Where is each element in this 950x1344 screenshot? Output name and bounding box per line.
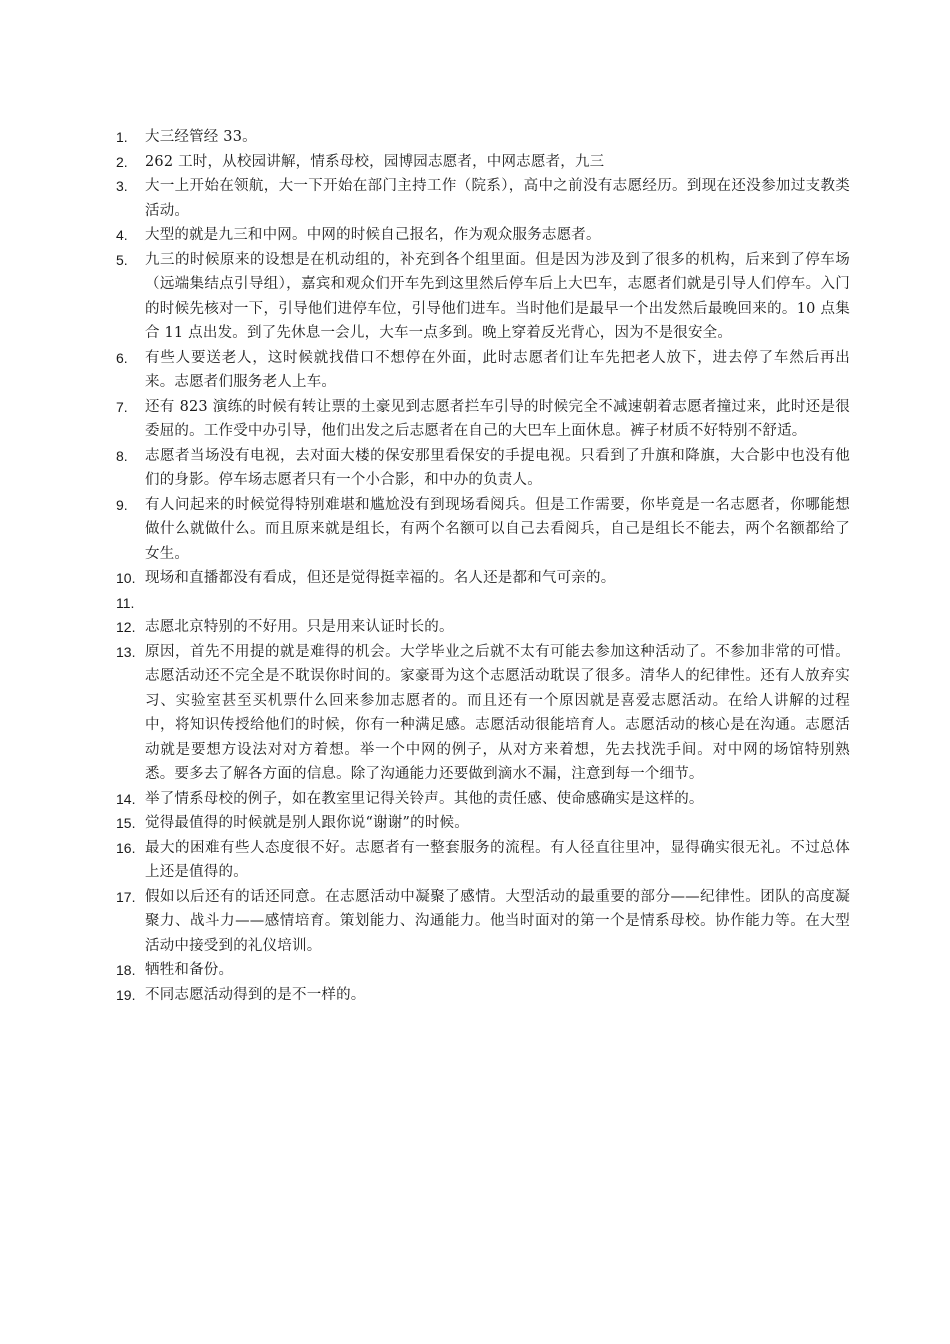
list-item (116, 223, 850, 248)
list-item (116, 248, 850, 346)
list-item-number: 3. (116, 178, 128, 194)
list-item-text (145, 591, 850, 616)
list-item (116, 444, 850, 493)
list-item-number: 15. (116, 815, 136, 831)
list-item-text: 志愿者当场没有电视，去对面大楼的保安那里看保安的手提电视。只看到了升旗和降旗，大合影中也没有他们的身影。停车场志愿者只有一个小合影，和中办的负责人。 (145, 447, 850, 488)
list-item (116, 591, 850, 616)
list-item (116, 811, 850, 836)
list-item-text: 志愿北京特别的不好用。只是用来认证时长的。 (145, 619, 454, 635)
list-item (116, 346, 850, 395)
list-item (116, 395, 850, 444)
list-item (116, 983, 850, 1008)
list-item (116, 885, 850, 959)
list-item-text: 有些人要送老人，这时候就找借口不想停在外面，此时志愿者们让车先把老人放下，进去停了车然后再出来。志愿者们服务老人上车。 (145, 349, 850, 390)
list-item-number: 13. (116, 643, 136, 660)
list-item (116, 174, 850, 223)
list-item-number: 11. (116, 594, 135, 611)
list-item (116, 493, 850, 567)
list-item-number: 7. (116, 398, 128, 415)
list-item (116, 150, 850, 175)
list-item-text: 262 工时，从校园讲解，情系母校，园博园志愿者，中网志愿者，九三 (145, 153, 605, 170)
list-item (116, 836, 850, 885)
list-item-text: 觉得最值得的时候就是别人跟你说“谢谢”的时候。 (145, 815, 469, 831)
list-item-text: 假如以后还有的话还同意。在志愿活动中凝聚了感情。大型活动的最重要的部分——纪律性。团队的高度凝聚力、战斗力——感情培育。策划能力、沟通能力。他当时面对的第一个是情系母校。协作能力等。在大型活动中接受到的礼仪培训。 (145, 888, 850, 954)
list-item-number: 18. (116, 962, 136, 978)
list-item-number: 10. (116, 570, 136, 586)
list-item-number: 12. (116, 619, 136, 635)
list-item-number: 4. (116, 227, 128, 243)
numbered-list (116, 125, 850, 1007)
list-item (116, 640, 850, 787)
list-item-text: 大三经管经 33。 (145, 129, 257, 145)
list-item (116, 125, 850, 150)
list-item-number: 8. (116, 447, 128, 464)
list-item (116, 615, 850, 640)
list-item-text: 还有 823 演练的时候有转让票的土豪见到志愿者拦车引导的时候完全不减速朝着志愿者撞过来，此时还是很委屈的。工作受中办引导，他们出发之后志愿者在自己的大巴车上面休息。裤子材质不好特别不舒适。 (145, 398, 850, 439)
list-item-text: 现场和直播都没有看成，但还是觉得挺幸福的。名人还是都和气可亲的。 (145, 570, 616, 586)
list-item-number: 2. (116, 153, 128, 170)
list-item (116, 958, 850, 983)
list-item-number: 16. (116, 839, 136, 856)
list-item (116, 787, 850, 812)
list-item-number: 14. (116, 790, 136, 807)
list-item-text: 牺牲和备份。 (145, 962, 234, 978)
list-item-number: 1. (116, 129, 128, 145)
list-item-text: 大一上开始在领航，大一下开始在部门主持工作（院系），高中之前没有志愿经历。到现在还没参加过支教类活动。 (145, 178, 850, 219)
list-item-number: 5. (116, 251, 128, 268)
list-item-text: 举了情系母校的例子，如在教室里记得关铃声。其他的责任感、使命感确实是这样的。 (145, 790, 704, 807)
list-item-number: 6. (116, 349, 128, 366)
list-item-number: 19. (116, 986, 136, 1003)
list-item-number: 9. (116, 496, 128, 513)
list-item-text: 最大的困难有些人态度很不好。志愿者有一整套服务的流程。有人径直往里冲，显得确实很无礼。不过总体上还是值得的。 (145, 839, 850, 880)
list-item-text: 大型的就是九三和中网。中网的时候自己报名，作为观众服务志愿者。 (145, 227, 601, 243)
list-item-text: 有人问起来的时候觉得特别难堪和尴尬没有到现场看阅兵。但是工作需要，你毕竟是一名志愿者，你哪能想做什么就做什么。而且原来就是组长，有两个名额可以自己去看阅兵，自己是组长不能去，两个名额都给了女生。 (145, 496, 850, 562)
list-item (116, 566, 850, 591)
list-item-text: 不同志愿活动得到的是不一样的。 (145, 986, 366, 1003)
list-item-text: 九三的时候原来的设想是在机动组的，补充到各个组里面。但是因为涉及到了很多的机构，后来到了停车场（远端集结点引导组），嘉宾和观众们开车先到这里然后停车后上大巴车，志愿者们就是引导人们停车。入门的时候先核对一下，引导他们进停车位，引导他们进车。当时他们是最早一个出发然后最晚回来的。10 点集合 11 点出发。到了先休息一会儿，大车一点多到。晚上穿着反光背心，因为不是很安全。 (145, 251, 850, 341)
list-item-number: 17. (116, 888, 136, 905)
list-item-text: 原因，首先不用提的就是难得的机会。大学毕业之后就不太有可能去参加这种活动了。不参加非常的可惜。志愿活动还不完全是不耽误你时间的。家豪哥为这个志愿活动耽误了很多。清华人的纪律性。还有人放弃实习、实验室甚至买机票什么回来参加志愿者的。而且还有一个原因就是喜爱志愿活动。在给人讲解的过程中，将知识传授给他们的时候，你有一种满足感。志愿活动很能培育人。志愿活动的核心是在沟通。志愿活动就是要想方设法对对方着想。举一个中网的例子，从对方来着想，先去找洗手间。对中网的场馆特别熟悉。要多去了解各方面的信息。除了沟通能力还要做到滴水不漏，注意到每一个细节。 (145, 643, 850, 782)
